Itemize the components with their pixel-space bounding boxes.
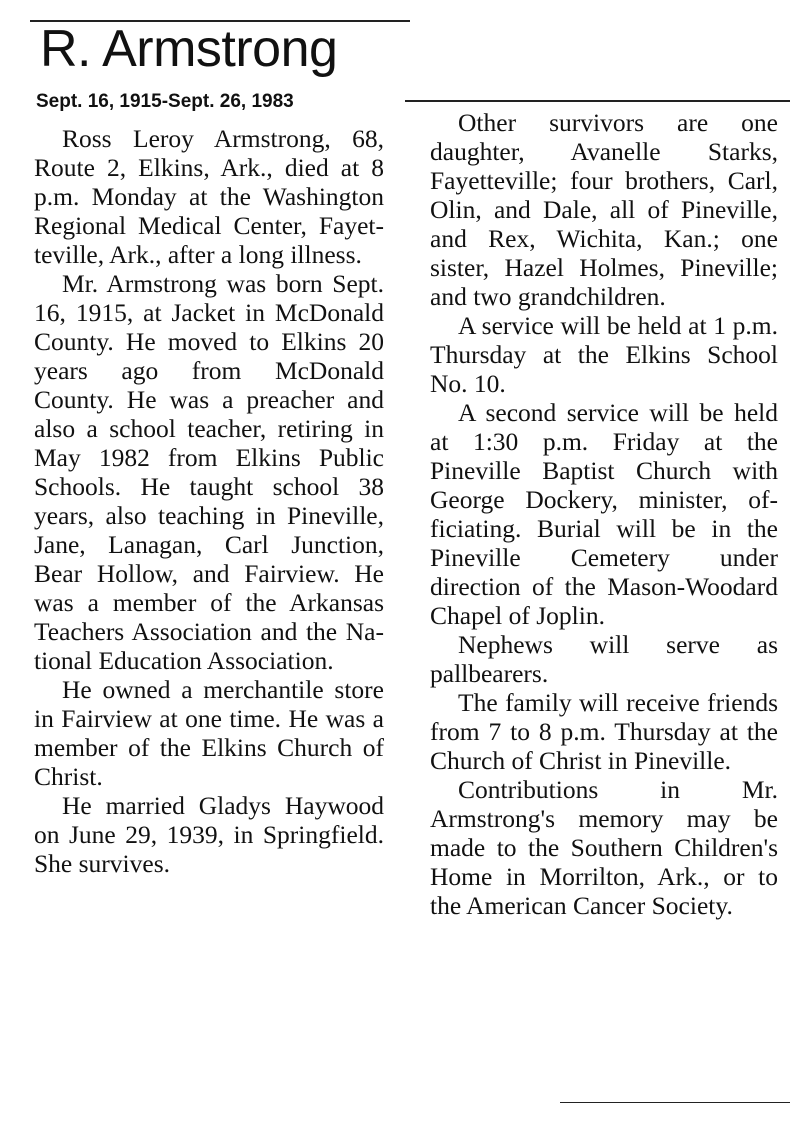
paragraph: A second service will be held at 1:30 p.m. Friday at the Pineville Baptist Church with George Dockery, minister, officiating. Burial will be in the Pineville Cemetery under direction of the Mason-Woodard Chapel of Joplin. (430, 398, 778, 630)
paragraph: Other survivors are one daughter, Avanelle Starks, Fayetteville; four brothers, Carl, Olin, and Dale, all of Pineville, and Rex, Wichita, Kan.; one sister, Hazel Holmes, Pineville; and two grandchildren. (430, 108, 778, 311)
dateline: Sept. 16, 1915-Sept. 26, 1983 (36, 91, 294, 112)
paragraph: Nephews will serve as pallbearers. (430, 630, 778, 688)
left-column (34, 124, 384, 878)
paragraph: Mr. Armstrong was born Sept. 16, 1915, at Jacket in McDonald County. He moved to Elkins 20 years ago from McDonald County. He was a preacher and also a school teacher, retiring in May 1982 from Elkins Public Schools. He taught school 38 years, also teaching in Pineville, Jane, Lanagan, Carl Junction, Bear Hollow, and Fairview. He was a member of the Arkansas Teachers Association and the National Education Association. (34, 269, 384, 675)
paragraph: He married Gladys Haywood on June 29, 1939, in Springfield. She survives. (34, 791, 384, 878)
paragraph: He owned a merchantile store in Fairview at one time. He was a member of the Elkins Church of Christ. (34, 675, 384, 791)
paragraph: A service will be held at 1 p.m. Thursday at the Elkins School No. 10. (430, 311, 778, 398)
paragraph: Contributions in Mr. Armstrong's memory may be made to the Southern Children's Home in Morrilton, Ark., or to the American Cancer Society. (430, 775, 778, 920)
headline: R. Armstrong (40, 20, 338, 78)
paragraph: Ross Leroy Armstrong, 68, Route 2, Elkins, Ark., died at 8 p.m. Monday at the Washington Regional Medical Center, Fayetteville, Ark., after a long illness. (34, 124, 384, 269)
right-column (430, 108, 778, 920)
column-rule (405, 100, 790, 102)
paragraph: The family will receive friends from 7 to 8 p.m. Thursday at the Church of Christ in Pineville. (430, 688, 778, 775)
end-rule (560, 1102, 790, 1103)
